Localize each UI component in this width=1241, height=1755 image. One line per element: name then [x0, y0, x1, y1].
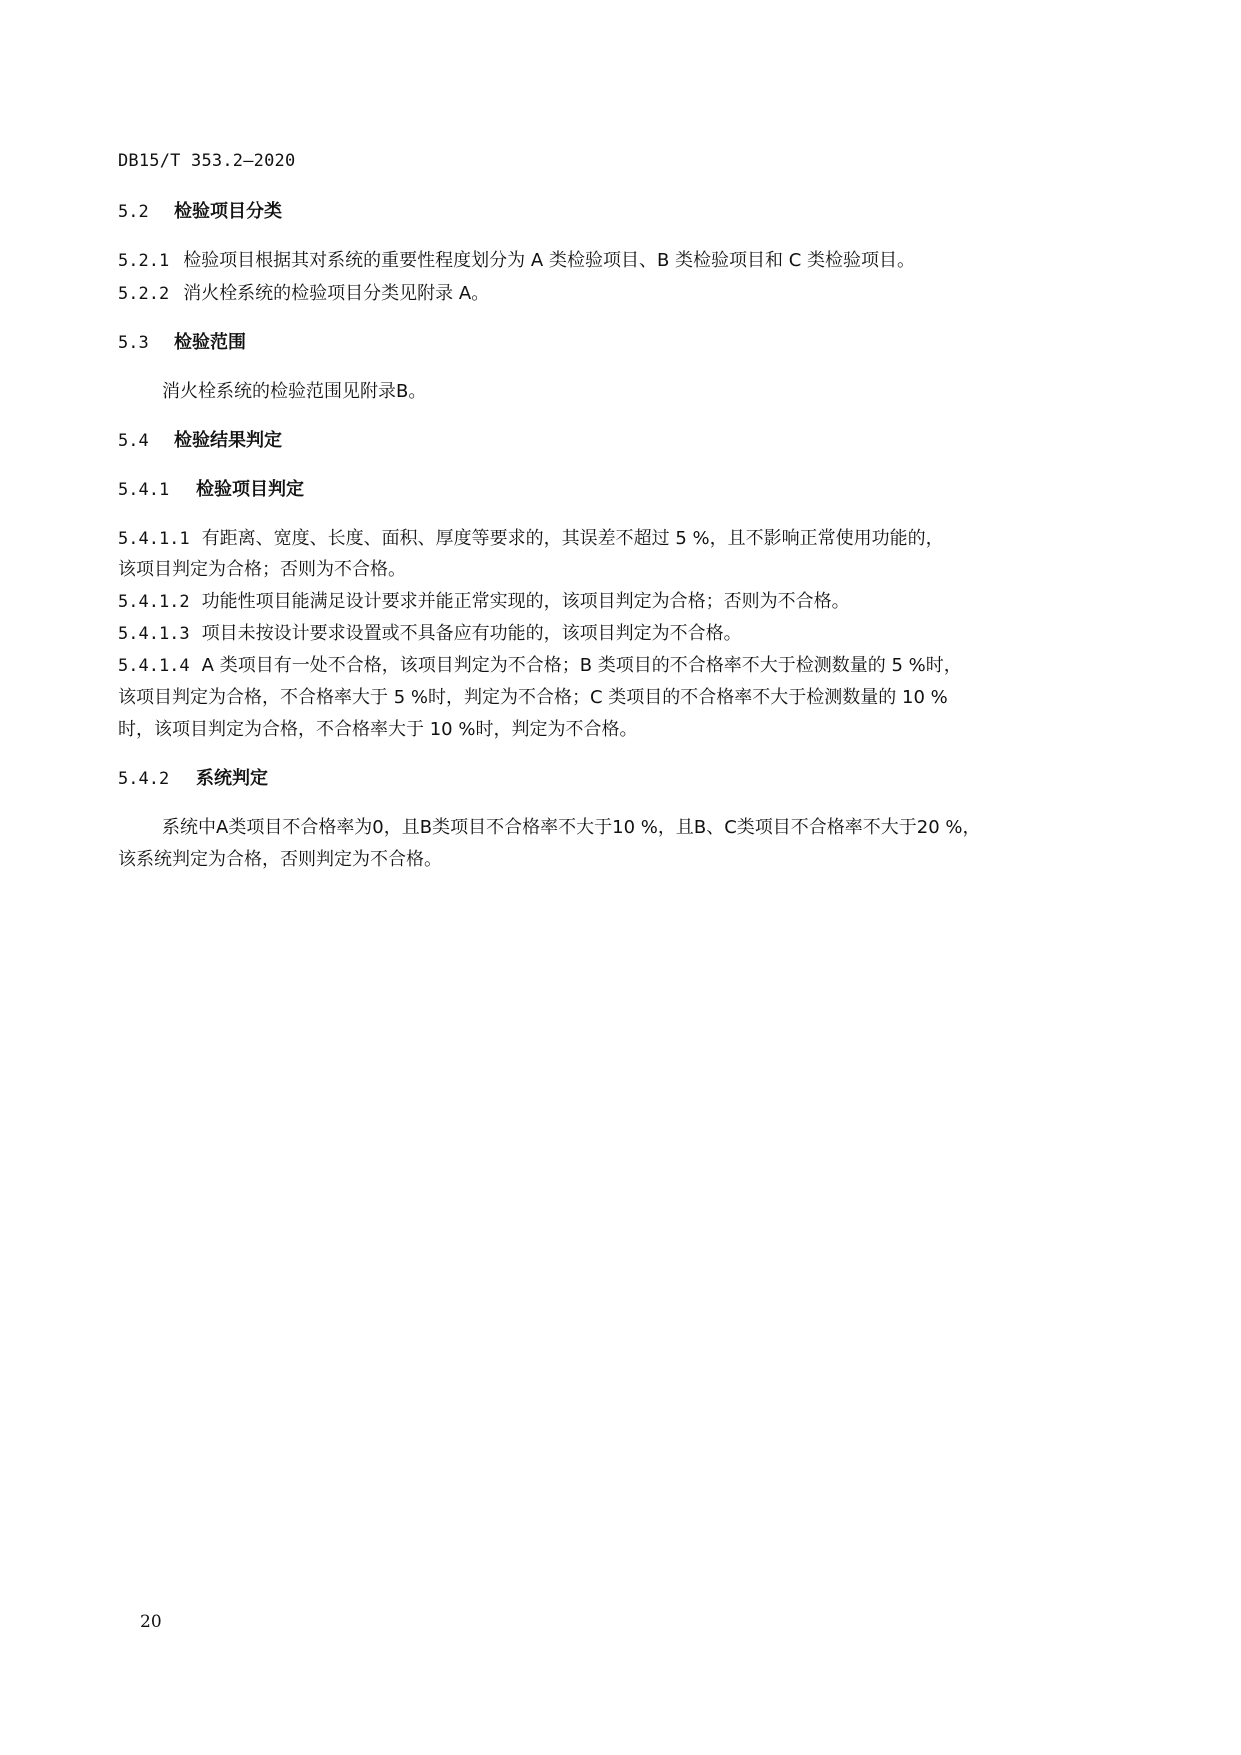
- paragraph-5-3: 消火栓系统的检验范围见附录B。: [162, 381, 427, 402]
- document-code: DB15/T 353.2—2020: [118, 151, 296, 171]
- clause-number: 5.4.1.1: [118, 529, 190, 549]
- clause-5-4-1-3: [118, 622, 742, 646]
- section-title: 检验范围: [174, 332, 246, 353]
- section-number: 5.4.2: [118, 769, 170, 789]
- section-title: 检验结果判定: [174, 430, 282, 451]
- section-heading-5-4-1: [118, 478, 304, 502]
- clause-5-4-1-4-continuation-1: 该项目判定为合格，不合格率大于 5 %时，判定为不合格；C 类项目的不合格率不大于检测数量的 10 %: [118, 687, 948, 708]
- paragraph-5-4-2: 系统中A类项目不合格率为0，且B类项目不合格率不大于10 %，且B、C类项目不合格率不大于20 %，: [162, 817, 981, 838]
- section-heading-5-4: [118, 429, 282, 453]
- clause-number: 5.2.2: [118, 284, 170, 304]
- clause-number: 5.2.1: [118, 251, 170, 271]
- section-number: 5.2: [118, 202, 149, 222]
- section-heading-5-2: [118, 200, 282, 224]
- section-title: 检验项目分类: [174, 201, 282, 222]
- clause-5-2-2: [118, 282, 489, 306]
- section-heading-5-4-2: [118, 767, 268, 791]
- clause-5-4-1-4-continuation-2: 时，该项目判定为合格，不合格率大于 10 %时，判定为不合格。: [118, 719, 638, 740]
- clause-number: 5.4.1.4: [118, 656, 190, 676]
- clause-text: 消火栓系统的检验项目分类见附录 A。: [183, 283, 490, 304]
- section-heading-5-3: [118, 331, 246, 355]
- section-title: 检验项目判定: [196, 479, 304, 500]
- section-number: 5.4.1: [118, 480, 170, 500]
- clause-number: 5.4.1.3: [118, 624, 190, 644]
- clause-text: 有距离、宽度、长度、面积、厚度等要求的，其误差不超过 5 %，且不影响正常使用功能的，: [201, 528, 944, 549]
- section-title: 系统判定: [196, 768, 268, 789]
- clause-5-4-1-1-continuation: 该项目判定为合格；否则为不合格。: [118, 559, 406, 580]
- clause-text: 功能性项目能满足设计要求并能正常实现的，该项目判定为合格；否则为不合格。: [201, 591, 850, 612]
- clause-text: A 类项目有一处不合格，该项目判定为不合格；B 类项目的不合格率不大于检测数量的 5 %时，: [201, 655, 962, 676]
- clause-5-4-1-2: [118, 590, 850, 614]
- section-number: 5.4: [118, 431, 149, 451]
- clause-5-4-1-4: [118, 654, 962, 678]
- section-number: 5.3: [118, 333, 149, 353]
- clause-5-2-1: [118, 249, 915, 273]
- clause-text: 项目未按设计要求设置或不具备应有功能的，该项目判定为不合格。: [201, 623, 742, 644]
- clause-text: 检验项目根据其对系统的重要性程度划分为 A 类检验项目、B 类检验项目和 C 类检验项目。: [183, 250, 916, 271]
- paragraph-5-4-2-continuation: 该系统判定为合格，否则判定为不合格。: [118, 849, 442, 870]
- clause-number: 5.4.1.2: [118, 592, 190, 612]
- page-number: 20: [140, 1612, 162, 1632]
- clause-5-4-1-1: [118, 527, 944, 551]
